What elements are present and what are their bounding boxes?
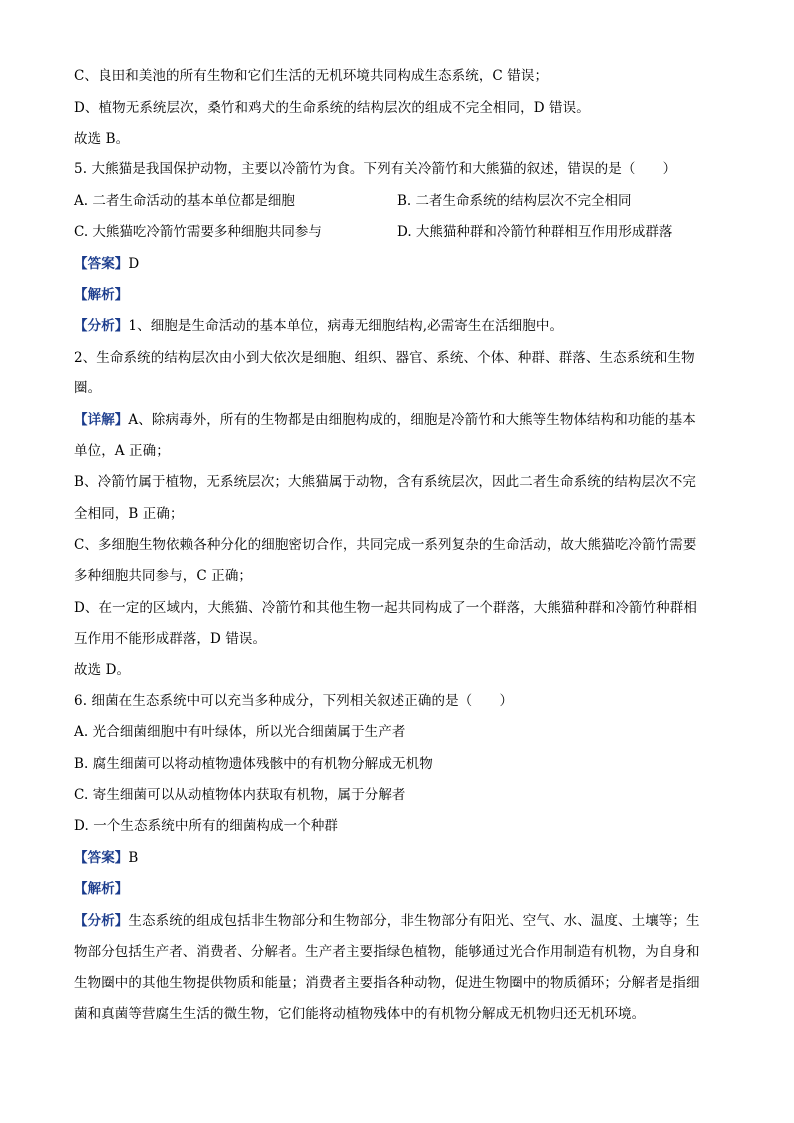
analysis-tag: 【解析】: [74, 881, 129, 897]
question-5-stem: 5. 大熊猫是我国保护动物，主要以冷箭竹为食。下列有关冷箭竹和大熊猫的叙述，错误的是（ ）: [74, 161, 677, 177]
answer-tag: 【答案】: [74, 256, 129, 272]
text-line: C、多细胞生物依赖各种分化的细胞密切合作，共同完成一系列复杂的生命活动，故大熊猫吃冷箭竹需要: [74, 537, 697, 553]
text-line: 物部分包括生产者、消费者、分解者。生产者主要指绿色植物，能够通过光合作用制造有机物，为自身和: [74, 944, 700, 960]
xiangjie-text: A、除病毒外，所有的生物都是由细胞构成的，细胞是冷箭竹和大熊等生物体结构和功能的基本: [128, 412, 696, 428]
text-line: 互作用不能形成群落，D 错误。: [74, 631, 267, 647]
q6-option-d: D. 一个生态系统中所有的细菌构成一个种群: [74, 818, 339, 834]
q6-jiexi: [74, 879, 724, 899]
answer-tag: 【答案】: [74, 850, 129, 866]
text-line: 圈。: [74, 380, 102, 396]
q5-option-c: C. 大熊猫吃冷箭竹需要多种细胞共同参与: [74, 224, 322, 240]
q6-option-a: A. 光合细菌细胞中有叶绿体，所以光合细菌属于生产者: [74, 724, 406, 740]
question-6-stem: 6. 细菌在生态系统中可以充当多种成分，下列相关叙述正确的是（ ）: [74, 693, 514, 709]
q6-fenxi-line: [74, 911, 724, 931]
q5-option-a: A. 二者生命活动的基本单位都是细胞: [74, 193, 295, 209]
answer-value: D: [128, 256, 140, 272]
q6-answer: [74, 848, 724, 868]
text-line: 故选 D。: [74, 662, 131, 678]
text-line: 故选 B。: [74, 131, 130, 147]
q5-answer: [74, 254, 724, 274]
text-line: 单位，A 正确；: [74, 443, 170, 459]
answer-value: B: [128, 850, 139, 866]
text-line: 全相同，B 正确；: [74, 506, 184, 522]
q5-jiexi: [74, 285, 724, 305]
xiangjie-tag: 【详解】: [74, 412, 129, 428]
text-line: B、冷箭竹属于植物，无系统层次；大熊猫属于动物，含有系统层次，因此二者生命系统的结构层次不完: [74, 474, 697, 490]
text-line: 2、生命系统的结构层次由小到大依次是细胞、组织、器官、系统、个体、种群、群落、生态系统和生物: [74, 350, 695, 366]
text-line: D、植物无系统层次，桑竹和鸡犬的生命系统的结构层次的组成不完全相同，D 错误。: [74, 100, 590, 116]
q5-option-b: B. 二者生命系统的结构层次不完全相同: [397, 193, 632, 209]
q6-option-c: C. 寄生细菌可以从动植物体内获取有机物，属于分解者: [74, 787, 406, 803]
text-line: 多种细胞共同参与，C 正确；: [74, 568, 253, 584]
q5-fenxi-line: [74, 316, 724, 336]
text-line: D、在一定的区域内，大熊猫、冷箭竹和其他生物一起共同构成了一个群落，大熊猫种群和冷箭竹种群相: [74, 600, 697, 616]
q5-xiangjie-line: [74, 410, 724, 430]
text-line: 生物圈中的其他生物提供物质和能量；消费者主要指各种动物，促进生物圈中的物质循环；分解者是指细: [74, 975, 700, 991]
fenxi-text: 生态系统的组成包括非生物部分和生物部分，非生物部分有阳光、空气、水、温度、土壤等；生: [128, 913, 700, 929]
fenxi-text: 1、细胞是生命活动的基本单位，病毒无细胞结构,必需寄生在活细胞中。: [128, 318, 564, 334]
text-line: C、良田和美池的所有生物和它们生活的无机环境共同构成生态系统，C 错误；: [74, 68, 549, 84]
analysis-tag: 【解析】: [74, 287, 129, 303]
fenxi-tag: 【分析】: [74, 318, 129, 334]
text-line: 菌和真菌等营腐生生活的微生物，它们能将动植物残体中的有机物分解成无机物归还无机环境。: [74, 1006, 646, 1022]
q6-option-b: B. 腐生细菌可以将动植物遗体残骸中的有机物分解成无机物: [74, 756, 433, 772]
q5-option-d: D. 大熊猫种群和冷箭竹种群相互作用形成群落: [397, 224, 673, 240]
fenxi-tag: 【分析】: [74, 913, 129, 929]
